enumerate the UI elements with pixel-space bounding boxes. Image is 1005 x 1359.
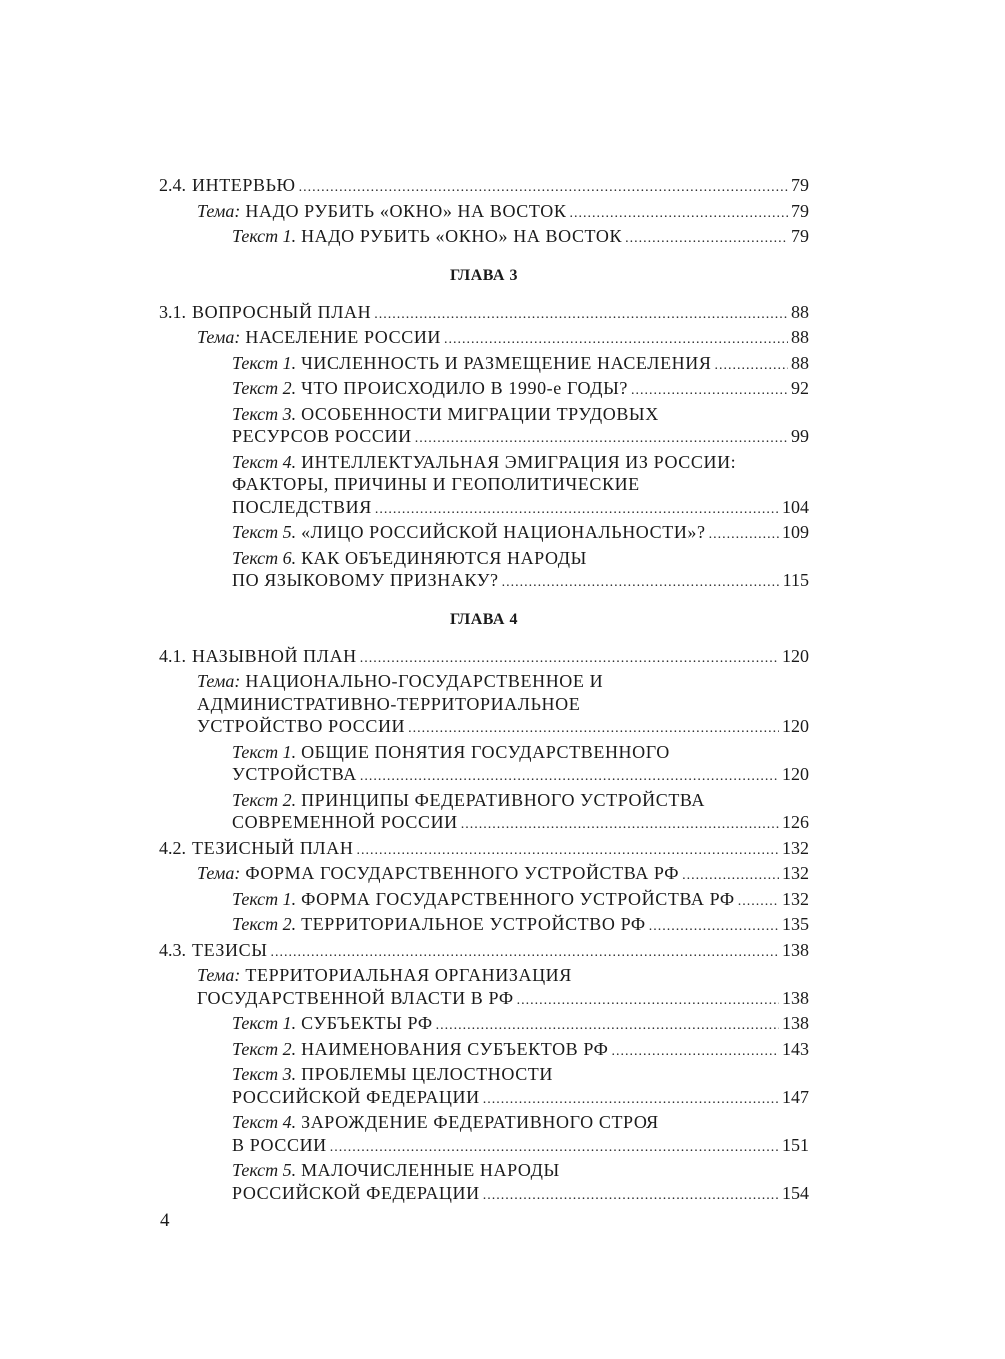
dot-leader <box>631 380 788 403</box>
dot-leader <box>360 766 779 789</box>
toc-text-4-1-1-cont[interactable] <box>159 763 809 789</box>
page-ref: 88 <box>791 327 809 347</box>
toc-text-4-3-5-cont[interactable] <box>159 1182 809 1208</box>
toc-text-4-3-3[interactable] <box>159 1063 809 1086</box>
toc-text-4-1-1[interactable] <box>159 741 809 764</box>
page-ref: 92 <box>791 378 809 398</box>
dot-leader <box>374 304 788 327</box>
toc-entry-4-1[interactable] <box>159 645 809 671</box>
dot-leader <box>483 1089 779 1112</box>
page-ref: 88 <box>791 352 809 373</box>
toc-topic-4-1[interactable] <box>159 670 809 693</box>
toc-text-4-1-2[interactable] <box>159 789 809 812</box>
entry-title: ЧТО ПРОИСХОДИЛО В 1990-е ГОДЫ? <box>301 378 628 398</box>
entry-label: Тема: <box>197 863 241 883</box>
entry-label: Текст 2. <box>232 378 297 398</box>
page-ref: 135 <box>782 914 809 934</box>
page-ref: 138 <box>782 939 809 960</box>
toc-text-4-3-5[interactable] <box>159 1159 809 1182</box>
page-ref: 79 <box>791 200 809 221</box>
page-ref: 115 <box>782 570 809 590</box>
entry-title-continued: ПОСЛЕДСТВИЯ <box>232 496 372 517</box>
entry-label: Текст 1. <box>232 352 297 373</box>
entry-label: Текст 2. <box>232 1038 297 1059</box>
entry-title-continued: УСТРОЙСТВА <box>232 764 357 784</box>
entry-title: ЧИСЛЕННОСТЬ И РАЗМЕЩЕНИЕ НАСЕЛЕНИЯ <box>301 352 712 373</box>
dot-leader <box>709 524 779 547</box>
entry-title: НАДО РУБИТЬ «ОКНО» НА ВОСТОК <box>301 226 623 246</box>
entry-title: ФОРМА ГОСУДАРСТВЕННОГО УСТРОЙСТВА РФ <box>301 888 735 909</box>
dot-leader <box>649 916 779 939</box>
entry-label: Текст 2. <box>232 914 297 934</box>
page-ref: 143 <box>782 1038 809 1059</box>
entry-title-continued: АДМИНИСТРАТИВНО-ТЕРРИТОРИАЛЬНОЕ <box>197 693 581 714</box>
page-number: 4 <box>160 1210 170 1231</box>
page-ref: 88 <box>791 301 809 322</box>
toc-text-4-3-1[interactable] <box>159 1012 809 1038</box>
entry-label: Текст 1. <box>232 888 297 909</box>
page-ref: 79 <box>791 226 809 246</box>
dot-leader <box>612 1041 779 1064</box>
page-ref: 120 <box>782 764 809 784</box>
page-ref: 120 <box>782 645 809 666</box>
entry-label: Текст 5. <box>232 1160 297 1180</box>
toc-text-2-4-1[interactable] <box>159 225 809 251</box>
dot-leader <box>517 990 779 1013</box>
section-number: 4.2. <box>159 837 186 858</box>
entry-label: Тема: <box>197 965 241 985</box>
dot-leader <box>415 428 788 451</box>
table-of-contents <box>159 174 809 1207</box>
entry-title: ПРОБЛЕМЫ ЦЕЛОСТНОСТИ <box>301 1064 554 1084</box>
toc-text-3-1-2[interactable] <box>159 377 809 403</box>
toc-topic-4-1-cont2[interactable] <box>159 715 809 741</box>
entry-label: Текст 1. <box>232 226 297 246</box>
toc-text-4-3-4[interactable] <box>159 1111 809 1134</box>
entry-title: ФОРМА ГОСУДАРСТВЕННОГО УСТРОЙСТВА РФ <box>245 863 680 883</box>
dot-leader <box>375 499 779 522</box>
page-ref: 151 <box>782 1134 809 1155</box>
entry-label: Тема: <box>197 671 241 691</box>
toc-text-3-1-3-cont[interactable] <box>159 425 809 451</box>
entry-title: НАДО РУБИТЬ «ОКНО» НА ВОСТОК <box>245 200 567 221</box>
entry-title: ТЕЗИСЫ <box>192 939 268 960</box>
entry-title-continued: РОССИЙСКОЙ ФЕДЕРАЦИИ <box>232 1086 480 1107</box>
entry-title: ОСОБЕННОСТИ МИГРАЦИИ ТРУДОВЫХ <box>301 403 659 424</box>
dot-leader <box>483 1185 779 1208</box>
entry-label: Текст 3. <box>232 1064 297 1084</box>
toc-topic-4-3-cont[interactable] <box>159 987 809 1013</box>
dot-leader <box>360 648 779 671</box>
entry-title: ИНТЕРВЬЮ <box>192 175 296 195</box>
dot-leader <box>502 572 780 595</box>
entry-title: ТЕЗИСНЫЙ ПЛАН <box>192 837 354 858</box>
entry-label: Текст 2. <box>232 789 297 810</box>
section-number: 4.1. <box>159 645 186 666</box>
dot-leader <box>625 228 788 251</box>
toc-text-4-1-2-cont[interactable] <box>159 811 809 837</box>
entry-label: Текст 6. <box>232 547 297 568</box>
toc-text-4-2-1[interactable] <box>159 888 809 914</box>
chapter-heading-3: ГЛАВА 3 <box>450 266 518 284</box>
page-ref: 154 <box>782 1182 809 1203</box>
toc-topic-2-4[interactable] <box>159 200 809 226</box>
entry-title: ВОПРОСНЫЙ ПЛАН <box>192 301 372 322</box>
page-ref: 109 <box>782 522 809 542</box>
entry-title: ПРИНЦИПЫ ФЕДЕРАТИВНОГО УСТРОЙСТВА <box>301 789 705 810</box>
page-ref: 132 <box>782 837 809 858</box>
toc-text-4-3-4-cont[interactable] <box>159 1134 809 1160</box>
toc-text-3-1-3[interactable] <box>159 403 809 426</box>
entry-title: НАЗЫВНОЙ ПЛАН <box>192 645 357 666</box>
entry-title: НАСЕЛЕНИЕ РОССИИ <box>245 327 442 347</box>
entry-title: СУБЪЕКТЫ РФ <box>301 1013 433 1033</box>
entry-label: Текст 5. <box>232 522 297 542</box>
dot-leader <box>299 177 788 200</box>
toc-entry-3-1[interactable] <box>159 301 809 327</box>
toc-text-3-1-4[interactable] <box>159 451 809 474</box>
dot-leader <box>436 1015 779 1038</box>
entry-label: Текст 1. <box>232 741 297 762</box>
entry-title-continued: ГОСУДАРСТВЕННОЙ ВЛАСТИ В РФ <box>197 987 514 1008</box>
section-number: 4.3. <box>159 939 186 960</box>
dot-leader <box>461 814 779 837</box>
entry-title: МАЛОЧИСЛЕННЫЕ НАРОДЫ <box>301 1160 560 1180</box>
page-ref: 147 <box>782 1086 809 1107</box>
entry-title-continued: РЕСУРСОВ РОССИИ <box>232 426 412 446</box>
dot-leader <box>569 203 788 226</box>
page-ref: 104 <box>782 496 809 517</box>
toc-text-3-1-5[interactable] <box>159 521 809 547</box>
toc-text-3-1-1[interactable] <box>159 352 809 378</box>
entry-label: Тема: <box>197 327 241 347</box>
page-ref: 79 <box>791 175 809 195</box>
page-ref: 99 <box>791 426 809 446</box>
toc-entry-2-4[interactable] <box>159 174 809 200</box>
dot-leader <box>330 1137 779 1160</box>
entry-label: Текст 1. <box>232 1013 297 1033</box>
toc-topic-4-1-cont1[interactable] <box>159 693 809 716</box>
dot-leader <box>408 718 779 741</box>
toc-text-4-3-2[interactable] <box>159 1038 809 1064</box>
dot-leader <box>271 942 779 965</box>
toc-topic-4-2[interactable] <box>159 862 809 888</box>
toc-text-3-1-6-cont[interactable] <box>159 569 809 595</box>
toc-text-3-1-4-cont2[interactable] <box>159 496 809 522</box>
dot-leader <box>444 329 788 352</box>
entry-title-continued: УСТРОЙСТВО РОССИИ <box>197 716 406 736</box>
entry-title: ЗАРОЖДЕНИЕ ФЕДЕРАТИВНОГО СТРОЯ <box>301 1112 659 1132</box>
entry-title: КАК ОБЪЕДИНЯЮТСЯ НАРОДЫ <box>301 547 587 568</box>
section-number: 3.1. <box>159 301 186 322</box>
entry-title-continued: ФАКТОРЫ, ПРИЧИНЫ И ГЕОПОЛИТИЧЕСКИЕ <box>232 474 640 494</box>
page-ref: 138 <box>782 1013 809 1033</box>
entry-title: НАИМЕНОВАНИЯ СУБЪЕКТОВ РФ <box>301 1038 609 1059</box>
entry-title: ИНТЕЛЛЕКТУАЛЬНАЯ ЭМИГРАЦИЯ ИЗ РОССИИ: <box>301 451 737 472</box>
toc-entry-4-2[interactable] <box>159 837 809 863</box>
toc-text-4-3-3-cont[interactable] <box>159 1086 809 1112</box>
entry-title-continued: ПО ЯЗЫКОВОМУ ПРИЗНАКУ? <box>232 570 499 590</box>
entry-title: «ЛИЦО РОССИЙСКОЙ НАЦИОНАЛЬНОСТИ»? <box>301 522 706 542</box>
entry-label: Тема: <box>197 200 241 221</box>
page-ref: 132 <box>782 863 809 883</box>
toc-topic-3-1[interactable] <box>159 326 809 352</box>
toc-topic-4-3[interactable] <box>159 964 809 987</box>
entry-label: Текст 3. <box>232 403 297 424</box>
entry-label: Текст 4. <box>232 1112 297 1132</box>
entry-title-continued: СОВРЕМЕННОЙ РОССИИ <box>232 812 458 832</box>
dot-leader <box>714 355 788 378</box>
entry-title: ТЕРРИТОРИАЛЬНОЕ УСТРОЙСТВО РФ <box>301 914 646 934</box>
entry-title-continued: РОССИЙСКОЙ ФЕДЕРАЦИИ <box>232 1182 480 1203</box>
dot-leader <box>682 865 779 888</box>
entry-title: НАЦИОНАЛЬНО-ГОСУДАРСТВЕННОЕ И <box>245 671 604 691</box>
page-ref: 138 <box>782 987 809 1008</box>
entry-label: Текст 4. <box>232 451 297 472</box>
dot-leader <box>738 891 779 914</box>
chapter-heading-4: ГЛАВА 4 <box>450 610 518 628</box>
entry-title: ОБЩИЕ ПОНЯТИЯ ГОСУДАРСТВЕННОГО <box>301 741 670 762</box>
page-ref: 120 <box>782 716 809 736</box>
entry-title-continued: В РОССИИ <box>232 1134 327 1155</box>
toc-text-3-1-6[interactable] <box>159 547 809 570</box>
entry-title: ТЕРРИТОРИАЛЬНАЯ ОРГАНИЗАЦИЯ <box>245 965 572 985</box>
toc-entry-4-3[interactable] <box>159 939 809 965</box>
page-ref: 126 <box>782 812 809 832</box>
toc-text-3-1-4-cont1[interactable] <box>159 473 809 496</box>
dot-leader <box>356 840 779 863</box>
section-number: 2.4. <box>159 175 186 195</box>
toc-text-4-2-2[interactable] <box>159 913 809 939</box>
page-ref: 132 <box>782 888 809 909</box>
